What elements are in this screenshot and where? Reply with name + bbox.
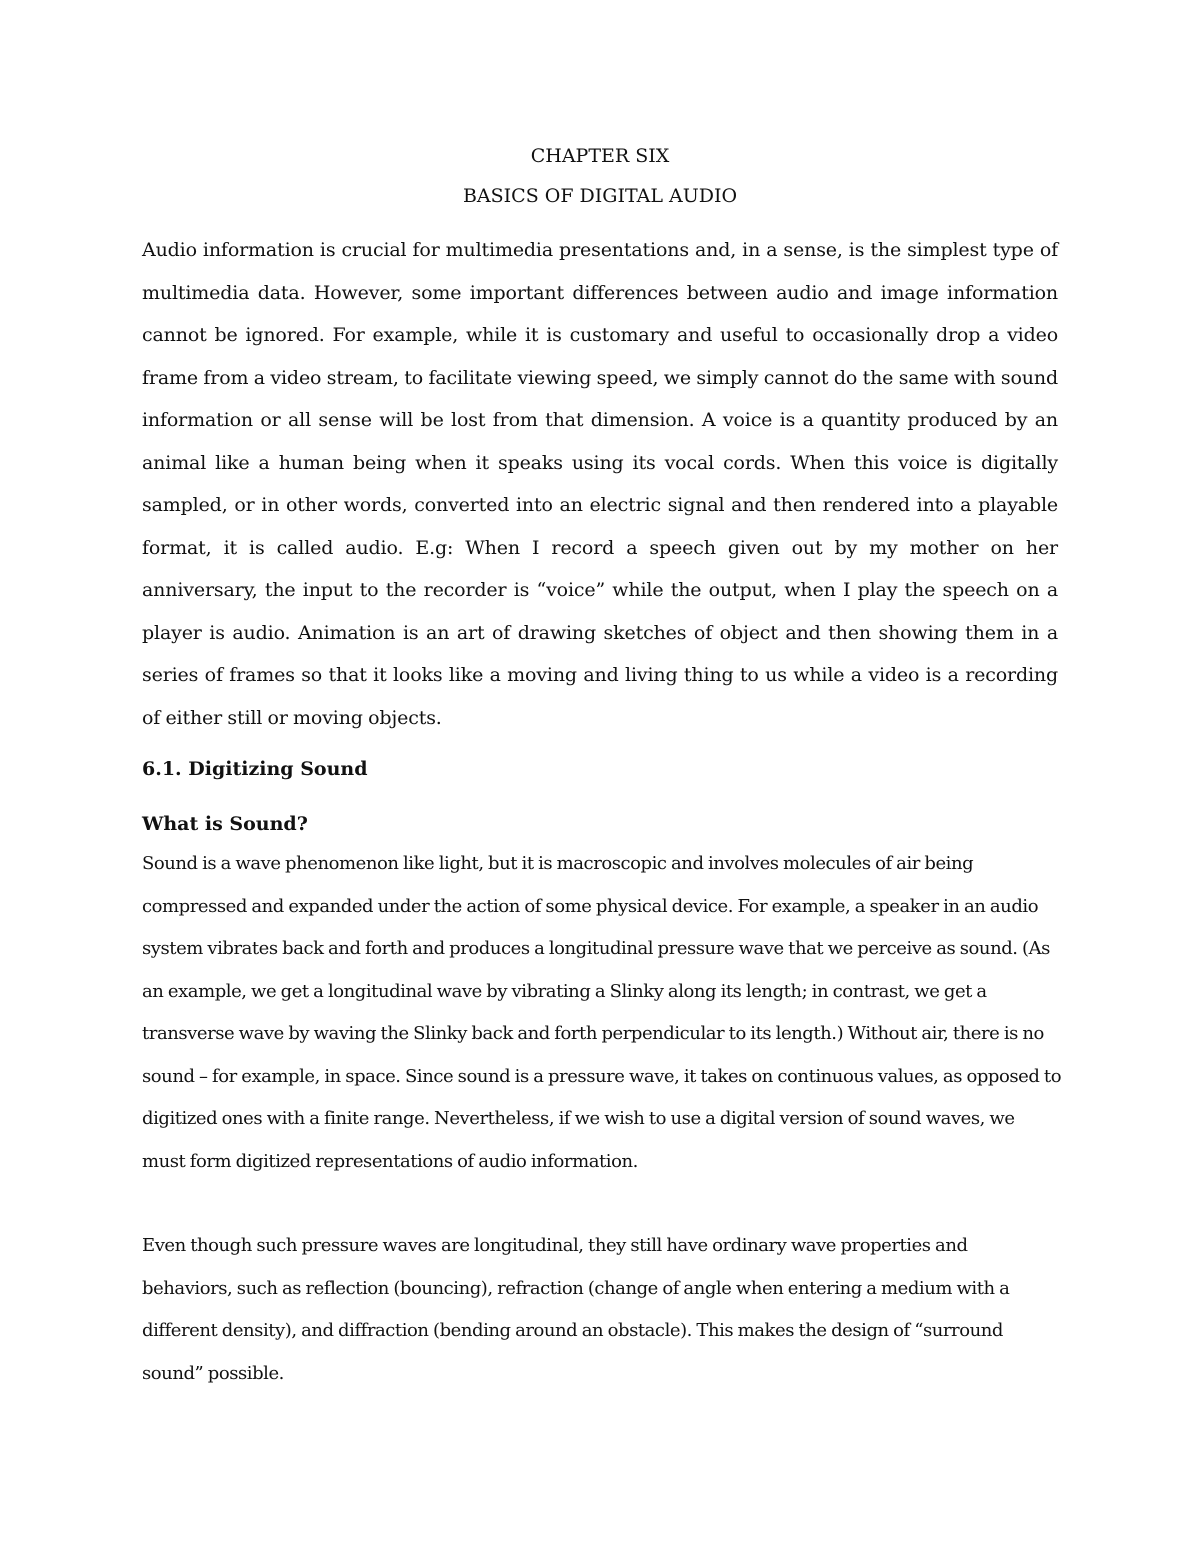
- sound-paragraph-1: Sound is a wave phenomenon like light, but it is macroscopic and involves molecules of air being compressed and expanded under the action of some physical device. For example, a speaker in an audio system vibrates back and forth and produces a longitudinal pressure wave that we perceive as sound. (As an example, we get a longitudinal wave by vibrating a Slinky along its length; in contrast, we get a transverse wave by waving the Slinky back and forth perpendicular to its length.) Without air, there is no sound – for example, in space. Since sound is a pressure wave, it takes on continuous values, as opposed to digitized ones with a finite range. Nevertheless, if we wish to use a digital version of sound waves, we must form digitized representations of audio information.: [142, 853, 1062, 1172]
- sound-paragraph-2: Even though such pressure waves are longitudinal, they still have ordinary wave properties and behaviors, such as reflection (bouncing), refraction (change of angle when entering a medium with a different density), and diffraction (bending around an obstacle). This makes the design of “surround sound” possible.: [142, 1235, 1010, 1384]
- intro-paragraph: Audio information is crucial for multimedia presentations and, in a sense, is the simplest type of multimedia data. However, some important differences between audio and image information cannot be ignored. For example, while it is customary and useful to occasionally drop a video frame from a video stream, to facilitate viewing speed, we simply cannot do the same with sound information or all sense will be lost from that dimension. A voice is a quantity produced by an animal like a human being when it speaks using its vocal cords. When this voice is digitally sampled, or in other words, converted into an electric signal and then rendered into a playable format, it is called audio. E.g: When I record a speech given out by my mother on her anniversary, the input to the recorder is “voice” while the output, when I play the speech on a player is audio. Animation is an art of drawing sketches of object and then showing them in a series of frames so that it looks like a moving and living thing to us while a video is a recording of either still or moving objects.: [142, 239, 1058, 729]
- chapter-number-heading: CHAPTER SIX: [530, 145, 670, 167]
- subsection-heading: What is Sound?: [142, 813, 308, 835]
- section-heading: 6.1. Digitizing Sound: [142, 758, 368, 780]
- chapter-title-heading: BASICS OF DIGITAL AUDIO: [462, 185, 738, 207]
